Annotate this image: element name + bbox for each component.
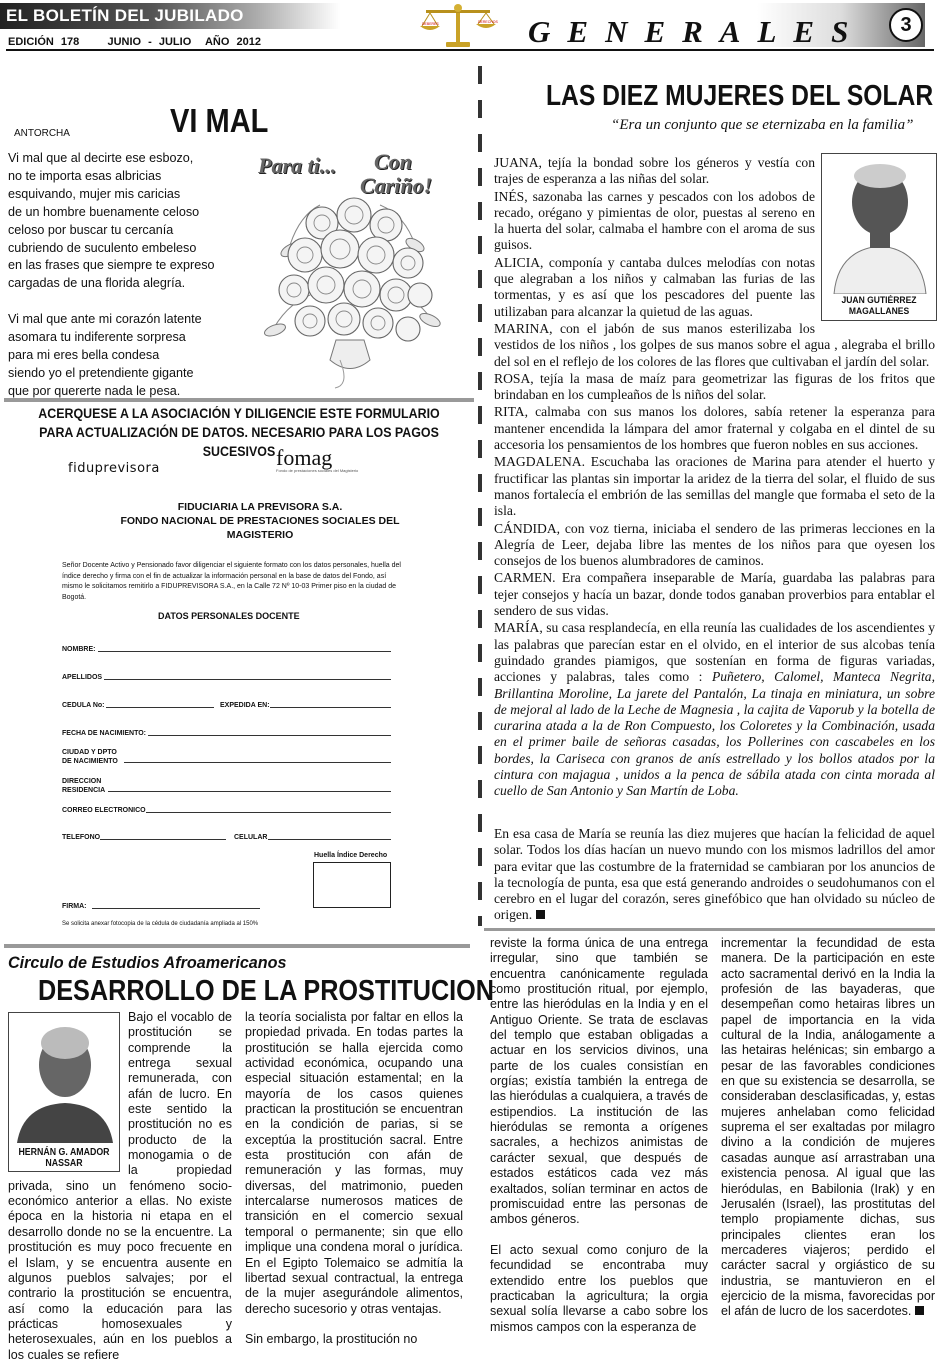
article-paragraph: JUANA, tejía la bondad sobre los géneros y vestía con trajes de esperanza a las niñas del solar. bbox=[494, 155, 815, 187]
author-photo-caption: JUAN GUTIÉRREZ MAGALLANES bbox=[841, 295, 917, 317]
column-paragraph: la teoría socialista por faltar en ellos la propiedad privada. En todas partes la prostitución se halla ejercida como actividad económica, ocupando una especial situación estamental; en la mayoría de los casos quienes practican la prostitución se encuentran en la condición de parias, si se exceptúa la prostitución sacral. Entre esta prostitución con afán de remuneración y las formas, muy diversas, del matrimonio, pueden intercalarse numerosos matices de transición en el comercio sexual temporal o permanente; sin que ello implique una condena moral o jurídica. En el Egipto Tolemaico se admitía la libertad sexual contractual, la entrega de la mujer asegurándole alimentos, derecho sucesorio y otras ventajas. bbox=[245, 1010, 463, 1316]
article-column-4 bbox=[721, 936, 935, 1320]
card-text-2: Con bbox=[374, 149, 412, 174]
end-mark-icon bbox=[915, 1306, 924, 1315]
field-input-ciudad-dpto[interactable] bbox=[124, 762, 391, 763]
column-text: incrementar la fecundidad de esta manera. De la participación en este acto sacramental derivó en la India la profesión de las bayaderas, que desempeñan como hetairas libres un papel de importancia en la vida cultural de la India, análogamente a las hetairas helénicas; sin embargo a pesar de las favorables condiciones en que su existencia se desarrolla, se consideraban desclasificadas, y, estas mujeres anhelaban como felicidad suprema el ser exaltadas por milagro divino a la condición de mujeres casadas aunque así arrastraban una existencia penosa. Al igual que las hieródulas, en Babilonia (Irak) y en Jerusalén (Israel), las prostitutas del templo propiamente dichas, sus principales clientes eran los mercaderes viajeros; perdido el carácter sacral y orgiástico de su industria, se mantuvieron en el ejercicio de la misma, favorecidas por el afán de lucro de los sacerdotes. bbox=[721, 936, 935, 1319]
form-heading-line: PARA ACTUALIZACIÓN DE DATOS. NECESARIO PARA LOS PAGOS SUCESIVOS bbox=[39, 425, 439, 459]
article-paragraph: INÉS, sazonaba las carnes y pescados con los adobos de recado, orégano y pimientas de olor, puestas al sereno en la huerta del solar, calmaba el hambre con el aroma de sus guisos. bbox=[494, 188, 815, 253]
poem-line: siendo yo el pretendiente gigante bbox=[8, 365, 194, 380]
publication-name: EL BOLETÍN DEL JUBILADO bbox=[6, 6, 244, 25]
poem-line: de un hombre buenamente celoso bbox=[8, 204, 200, 219]
author-photo bbox=[8, 1012, 120, 1172]
section-title: GENERALES bbox=[528, 14, 866, 49]
field-input-fecha-nacimiento[interactable] bbox=[148, 735, 391, 736]
header-rule bbox=[6, 49, 934, 51]
form-organization bbox=[70, 500, 450, 542]
field-label-ciudad-dpto: CIUDAD Y DPTO DE NACIMIENTO bbox=[62, 749, 118, 765]
maria-list: Puñetero, Calomel, Manteca Negrita, Brillantina Moroline, La jarete del Pantalón, La tinaja en miniatura, un sobre de mejoral al lado de la Leche de Magnesia , la cajita de Vaporub y la botella de curarina atada a la de Ron Compuesto, los Coloretes y la Combinación, usada en el primer baile de señoras casadas, los Pollerines con cascabeles en los bordes, la Cariseca con granos de anís estrellado y los bollos atados por la cintura con majagua , unidos a la penca de sábila atada con cinta morada al cuello de San Antonio y San Martín de Loba. bbox=[494, 669, 935, 799]
poem-line: cubriendo de suculento embeleso bbox=[8, 240, 197, 255]
field-label-correo: CORREO ELECTRONICO bbox=[62, 807, 146, 814]
closing-text: En esa casa de María se reunía las diez mujeres que hacían la felicidad de aquel solar. Todos los días hacían un nuevo mundo con los mismos ladrillos del amor para evitar que las costumbre de la fraternidad se cambiaran por los anuncios de la tecnología de punta, esa que está generando androides o seudohumanos con el cerebro en el lugar del corazón, seres ginefóbico que han olvidado su núcleo de origen. bbox=[494, 826, 935, 923]
fingerprint-box[interactable] bbox=[313, 862, 391, 908]
fiduprevisora-logo: fiduprevisora bbox=[68, 461, 160, 476]
article-title: LAS DIEZ MUJERES DEL SOLAR bbox=[546, 80, 934, 112]
form-heading-line: ACERQUESE A LA ASOCIACIÓN Y DILIGENCIE ESTE FORMULARIO bbox=[38, 406, 440, 421]
article-subtitle: “Era un conjunto que se eternizaba en la familia” bbox=[611, 117, 914, 133]
article-paragraph: ROSA, tejía la masa de maíz para geometrizar las figuras de los fritos que brindaban en los cumpleaños de ls niños del solar. bbox=[494, 370, 935, 403]
poem-line: para mi eres bella condesa bbox=[8, 347, 160, 362]
article-paragraph: RITA, calmaba con sus manos los dolores, sabía retener la esperanza para mantener encendida la lámpara del amor fraternal y colgaba en el dintel de su accesoria los pensamientos de los hombres que fueron nobles en sus acciones. bbox=[494, 404, 935, 453]
poem-stanza bbox=[8, 311, 248, 401]
article-title: DESARROLLO DE LA PROSTITUCION bbox=[38, 975, 495, 1007]
column-paragraph: Sin embargo, la prostitución no bbox=[245, 1332, 418, 1347]
poem-line: en las frases que siempre te expreso bbox=[8, 258, 215, 273]
org-line: FONDO NACIONAL DE PRESTACIONES SOCIALES DEL bbox=[120, 515, 400, 527]
article-paragraph: CARMEN. Era compañera inseparable de María, guardaba las palabras para tejer consejos y hacía un bazar, donde todos ganaban proverbios para entablar el sendero de sus vidas. bbox=[494, 570, 935, 619]
card-text-3: Cariño! bbox=[360, 173, 433, 198]
field-label-telefono: TELEFONO bbox=[62, 834, 101, 841]
poem-line: Vi mal que ante mi corazón latente bbox=[8, 312, 202, 327]
column-paragraph: reviste la forma única de una entrega irregular, sino que también se encuentra canónicamente regulada como prostitución ritual, por ejemplo, entre las hieródulas en la India y en el Antiguo Oriente. Se trata de esclavas del templo que estaban obligadas a actuar en los servicios divinos, una parte de los cuales consistían en orgías; existía también la entrega de las hieródulas a cualquiera, a través de estipendios. La institución de las hieródulas se remonta a orígenes sacrales, a hechizos animistas de carácter sexual, que después de estados estáticos cada vez más exaltados, solían terminar en actos de promiscuidad entre las personas de ambos géneros. bbox=[490, 936, 708, 1227]
poem-author: ANTORCHA bbox=[14, 128, 70, 139]
field-label-expedida: EXPEDIDA EN: bbox=[220, 702, 270, 709]
fomag-logo-subtitle: Fondo de prestaciones sociales del Magisterio bbox=[276, 468, 359, 473]
poem-line: no te importa esas albricias bbox=[8, 168, 162, 183]
rose-bouquet-icon bbox=[250, 145, 450, 390]
poem-line: Vi mal que al decirte ese esbozo, bbox=[8, 151, 194, 165]
form-instructions: Señor Docente Activo y Pensionado favor diligenciar el siguiente formato con los datos personales, huella del índice derecho y firma con el fin de actualizar la información personal en la base de datos del Fondo, así mismo le solicitamos remitirlo a FIDUPREVISORA S.A., en la Calle 72 Nº 10-03 Primer piso en la ciudad de Bogotá. bbox=[62, 562, 401, 601]
article-paragraph: MAGDALENA. Escuchaba las oraciones de Marina para atender el huerto y fructificar las plantas sin importar la aridez de la tierra del solar, el fluido de sus manos fortalecía el embrión de las semillas del mangle que formaba el seto de la isla. bbox=[494, 454, 935, 519]
maria-intro: MARÍA, su casa resplandecía, en ella reunía las cualidades de los ascendientes y las palabras que parecían estar en el olvido, en el interior de sus alcobas tenía guindado grandes piamigos, que sostenían en forma de figuras variadas, acciones y palabras, tales como : bbox=[494, 620, 935, 685]
fomag-logo: fomag bbox=[276, 445, 333, 470]
field-input-apellidos[interactable] bbox=[104, 679, 391, 680]
scale-right-label: DERECHOS bbox=[478, 20, 498, 24]
field-label-celular: CELULAR bbox=[234, 834, 268, 841]
field-label-direccion: DIRECCION RESIDENCIA bbox=[62, 778, 106, 794]
card-text-1: Para ti... bbox=[258, 153, 337, 178]
column-paragraph: El acto sexual como conjuro de la fecundidad se encontraba muy extendido entre los pueblos que practicaban la agricultura; la orgia sexual solía llevarse a cabo sobre los mismos campos con la esperanza de bbox=[490, 1242, 708, 1334]
portrait-icon bbox=[9, 1013, 121, 1143]
end-mark-icon bbox=[536, 910, 545, 919]
justice-scales-icon bbox=[418, 2, 498, 50]
article-paragraph-maria bbox=[494, 620, 935, 799]
field-label-firma: FIRMA: bbox=[62, 903, 87, 910]
field-input-correo[interactable] bbox=[146, 812, 391, 813]
field-label-nombre: NOMBRE: bbox=[62, 646, 96, 653]
field-input-cedula[interactable] bbox=[106, 707, 214, 708]
article-column-2 bbox=[245, 1010, 463, 1363]
section-rule bbox=[4, 944, 470, 948]
article-column-1 bbox=[8, 1010, 232, 1363]
field-input-telefono[interactable] bbox=[100, 839, 226, 840]
page-number-badge: 3 bbox=[889, 8, 923, 42]
poem-line: asomara tu indiferente sorpresa bbox=[8, 330, 186, 345]
edition-info: EDICIÓN 178 JUNIO - JULIO AÑO 2012 bbox=[8, 36, 261, 48]
article-paragraph: ALICIA, componía y cantaba dulces melodías con notas que alegraban a los niños y calmaban las furias de las tormentas, y es así que los pescadores del puente las utilizaban para alcanzar la quietud de las aguas. bbox=[494, 254, 815, 319]
author-photo-caption: HERNÁN G. AMADOR NASSAR bbox=[18, 1147, 110, 1169]
poem-stanza bbox=[8, 150, 248, 293]
column-divider bbox=[478, 66, 482, 926]
form-subtitle: DATOS PERSONALES DOCENTE bbox=[158, 611, 300, 621]
org-line: FIDUCIARIA LA PREVISORA S.A. bbox=[177, 501, 343, 513]
flower-card-image bbox=[250, 145, 450, 390]
org-line: MAGISTERIO bbox=[226, 529, 294, 541]
author-photo bbox=[821, 153, 937, 321]
portrait-icon bbox=[822, 154, 938, 294]
scale-left-label: DEBERES bbox=[422, 22, 439, 26]
field-input-firma[interactable] bbox=[92, 908, 260, 909]
field-input-expedida[interactable] bbox=[270, 707, 391, 708]
poem-line: esquivando, mujer mis caricias bbox=[8, 186, 181, 201]
article-paragraph: MARINA, con el jabón de sus manos esterilizaba los vestidos de los niños , los golpes de sus manos sobre el agua , alegraba el brillo del sol en el reflejo de los colores de las flores que cultivaban el jardín del solar. bbox=[494, 320, 935, 369]
poem-title: VI MAL bbox=[170, 102, 269, 139]
field-input-direccion[interactable] bbox=[108, 791, 391, 792]
article-kicker: Circulo de Estudios Afroamericanos bbox=[8, 953, 287, 972]
poem-line: cargadas de una florida alegría. bbox=[8, 276, 186, 291]
masthead-band bbox=[0, 0, 340, 34]
column-text: Bajo el vocablo de prostitución se comprende la entrega sexual remunerada, con afán de lucro. En este sentido la prostitución no es producto de la monogamia o de la propiedad privada, sino un fenómeno socio-económico anterior a ellas. No existe época en la historia ni etapa en el desarrollo donde no se la encuentre. La prostitución es muy poco frecuente en el Islam, y se encuentra ausente en algunos pueblos salvajes; por el contrario la prostitución se encuentra, así como la educación para las prácticas homosexuales y heterosexuales, aún en los pueblos a los cuales se refiere bbox=[8, 1010, 232, 1362]
poem-line: que por quererte nada le pesa. bbox=[8, 383, 181, 398]
fingerprint-label: Huella Índice Derecho bbox=[314, 852, 388, 859]
field-input-celular[interactable] bbox=[268, 839, 391, 840]
article-closing bbox=[494, 826, 935, 924]
form-note: Se solicita anexar fotocopia de la cédula de ciudadanía ampliada al 150% bbox=[62, 921, 259, 927]
field-label-fecha-nacimiento: FECHA DE NACIMIENTO: bbox=[62, 730, 146, 737]
field-label-apellidos: APELLIDOS bbox=[62, 674, 103, 681]
article-body bbox=[494, 155, 935, 801]
section-rule bbox=[484, 928, 935, 931]
form-heading bbox=[19, 404, 459, 461]
poem-line: celoso por buscar tu cercanía bbox=[8, 222, 174, 237]
article-paragraph: CÁNDIDA, con voz tierna, iniciaba el sendero de las primeras lecciones en la Alegría de Leer, dejaba libre las mentes de los niños para que oyesen los consejos de los buenos alumbradores de caminos. bbox=[494, 520, 935, 569]
poem-body bbox=[8, 150, 248, 419]
field-input-nombre[interactable] bbox=[98, 651, 391, 652]
field-label-cedula: CEDULA No: bbox=[62, 702, 105, 709]
article-column-3 bbox=[490, 936, 708, 1350]
section-rule bbox=[4, 398, 474, 402]
